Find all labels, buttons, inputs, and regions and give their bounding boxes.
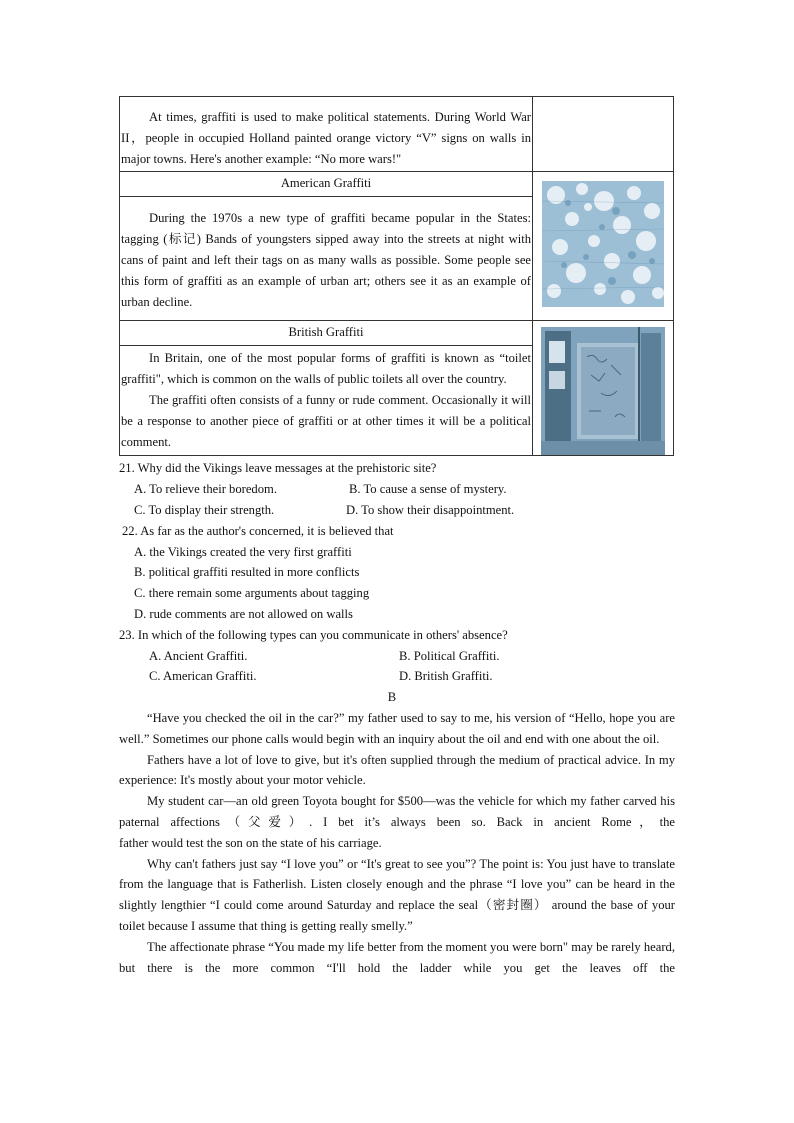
passage-b-paragraph-3: My student car—an old green Toyota bought for $500—was the vehicle for which my father carved his paternal affections（父爱）. I bet it’s always been so. Back in ancient Rome，the xyxy=(119,794,675,829)
british-graffiti-text-1: In Britain, one of the most popular forms of graffiti is known as “toilet graffiti", which is common on the walls of public toilets all over the country. xyxy=(121,351,531,387)
question-23-stem: 23. In which of the following types can you communicate in others' absence? xyxy=(119,627,508,642)
question-21-option-a[interactable]: A. To relieve their boredom. xyxy=(134,482,277,497)
american-graffiti-image xyxy=(542,181,664,307)
british-graffiti-image xyxy=(541,327,665,455)
american-graffiti-text: During the 1970s a new type of graffiti became popular in the States: tagging (标记) Bands of youngsters sipped away into the streets at night with cans of paint and left their tags on as many walls as possible. Some people see this form of graffiti as an example of urban art; others see it as an example of urban decline. xyxy=(121,211,531,309)
question-23-option-d[interactable]: D. British Graffiti. xyxy=(399,669,493,684)
passage-b xyxy=(119,687,675,978)
passage-b-paragraph-5: The affectionate phrase “You made my life better from the moment you were born" may be rarely heard, but there is the more common “I'll hold the ladder while you get the leaves off the xyxy=(119,939,675,975)
worksheet-page xyxy=(119,96,675,978)
british-graffiti-text-2: The graffiti often consists of a funny or rude comment. Occasionally it will be a response to another piece of graffiti or at other times it will be a political comment. xyxy=(121,392,531,449)
question-21-option-c[interactable]: C. To display their strength. xyxy=(134,502,275,517)
question-21-option-b[interactable]: B. To cause a sense of mystery. xyxy=(349,482,507,497)
question-23-options-row-2 xyxy=(119,666,675,687)
question-21-options-row-2 xyxy=(119,500,675,521)
question-22-option-d[interactable]: D. rude comments are not allowed on walls xyxy=(134,606,353,621)
british-graffiti-cell xyxy=(120,321,533,456)
passage-b-paragraph-3-continued: father would test the son on the state of his carriage. xyxy=(119,835,382,850)
american-graffiti-cell xyxy=(120,172,533,321)
question-23-option-b[interactable]: B. Political Graffiti. xyxy=(399,648,500,663)
question-21-option-d[interactable]: D. To show their disappointment. xyxy=(346,502,515,517)
american-graffiti-header: American Graffiti xyxy=(120,172,532,197)
question-22-stem: 22. As far as the author's concerned, it is believed that xyxy=(122,523,394,538)
question-23-option-c[interactable]: C. American Graffiti. xyxy=(149,669,257,684)
british-graffiti-header: British Graffiti xyxy=(120,321,532,346)
passage-b-paragraph-1: “Have you checked the oil in the car?” my father used to say to me, his version of “Hello, hope you are well.” Sometimes our phone calls would begin with an inquiry about the oil and end with one about the oil. xyxy=(119,710,675,746)
empty-image-cell xyxy=(533,97,674,172)
political-graffiti-cell xyxy=(120,97,533,172)
question-22-option-a[interactable]: A. the Vikings created the very first graffiti xyxy=(134,544,352,559)
american-graffiti-image-cell xyxy=(533,172,674,321)
passage-b-paragraph-2: Fathers have a lot of love to give, but it's often supplied through the medium of practical advice. In my experience: It's mostly about your motor vehicle. xyxy=(119,752,675,788)
question-22-option-b[interactable]: B. political graffiti resulted in more conflicts xyxy=(134,565,360,580)
question-22-option-c[interactable]: C. there remain some arguments about tagging xyxy=(134,586,370,601)
question-21-options-row-1 xyxy=(119,479,675,500)
question-21-stem: 21. Why did the Vikings leave messages at the prehistoric site? xyxy=(119,461,437,476)
political-graffiti-text: At times, graffiti is used to make political statements. During World War II，people in occupied Holland painted orange victory “V” signs on walls in major towns. Here's another example: “No more wars!" xyxy=(121,110,531,166)
question-23-options-row-1 xyxy=(119,646,675,667)
section-b-label: B xyxy=(387,690,397,705)
questions-section xyxy=(119,458,675,687)
graffiti-table xyxy=(119,96,674,456)
question-23-option-a[interactable]: A. Ancient Graffiti. xyxy=(149,648,248,663)
british-graffiti-image-cell xyxy=(533,321,674,456)
passage-b-paragraph-4: Why can't fathers just say “I love you” or “It's great to see you”? The point is: You just have to translate from the language that is Fatherlish. Listen closely enough and the phrase “I love you” can be heard in the slightly lengthier “I could come around Saturday and replace the seal（密封圈） around the base of your toilet because I assume that thing is getting really smelly.” xyxy=(119,856,675,933)
